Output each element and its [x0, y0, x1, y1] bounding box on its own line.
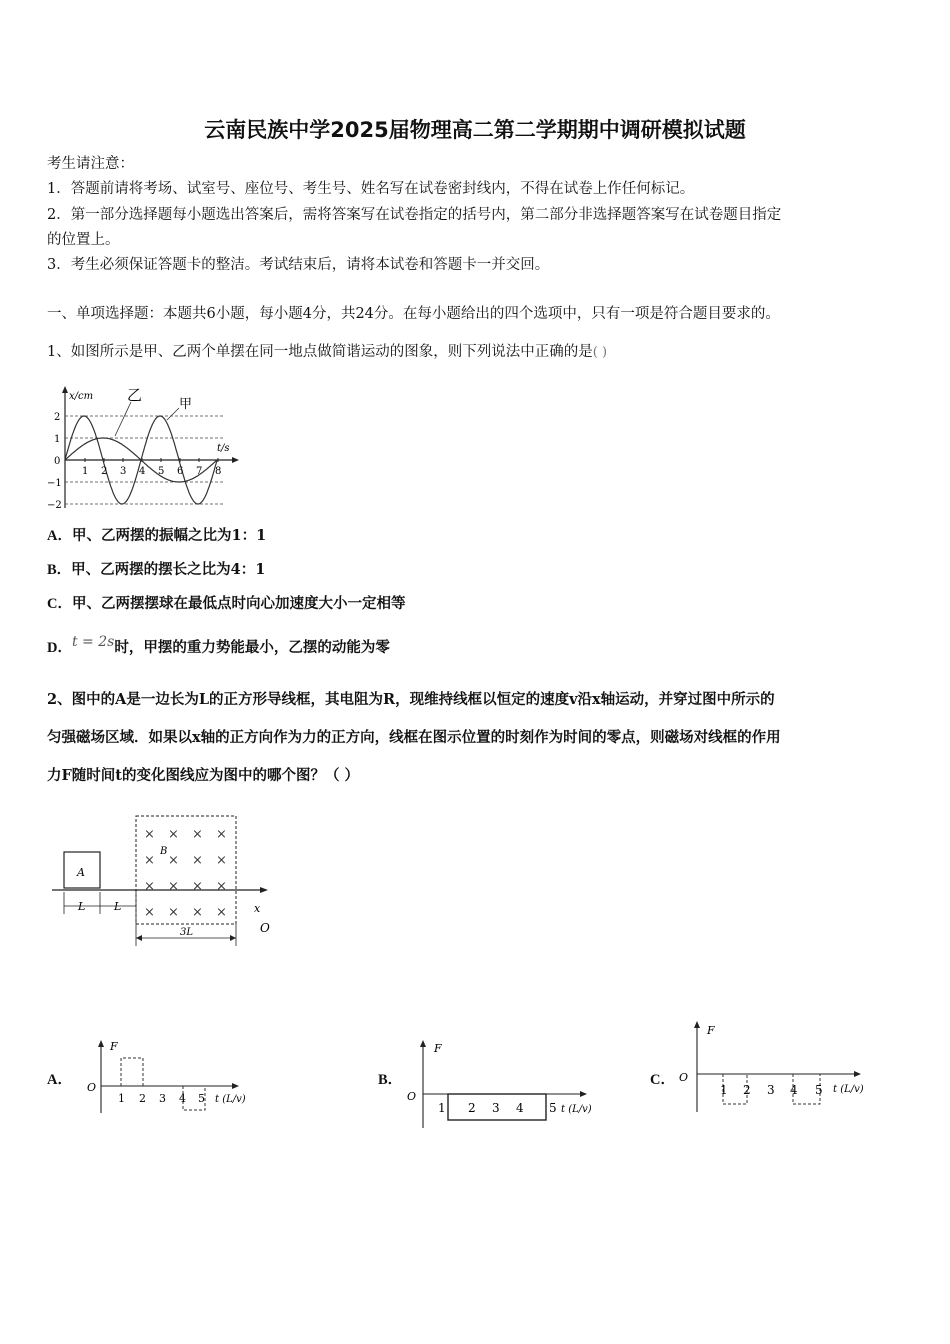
- origin-label: O: [260, 921, 270, 935]
- t-tick: 2: [139, 1092, 146, 1105]
- option-b-label: B．: [378, 1072, 403, 1088]
- option-label: D．: [47, 640, 72, 656]
- option-a-label: A．: [47, 1072, 72, 1088]
- option-text: 时，甲摆的重力势能最小，乙摆的动能为零: [114, 639, 390, 656]
- t-tick: 1: [118, 1092, 125, 1105]
- field-label: B: [160, 846, 168, 857]
- frame-label: A: [77, 866, 85, 879]
- force-graph-c: [675, 1018, 885, 1118]
- origin-label: O: [407, 1090, 417, 1103]
- notice-heading: 考生请注意：: [47, 156, 134, 172]
- cross-mark: ×: [192, 905, 203, 920]
- cross-mark: ×: [216, 905, 227, 920]
- option-text: 甲、乙两摆摆球在最低点时向心加速度大小一定相等: [71, 595, 406, 612]
- curve-label-jia: 甲: [179, 397, 193, 412]
- question-1-stem: [47, 340, 607, 361]
- page-title: 云南民族中学2025届物理高二第二学期期中调研模拟试题: [204, 118, 746, 142]
- t-axis-label: t (L/v): [215, 1094, 246, 1105]
- t-tick: 2: [468, 1101, 476, 1115]
- notice-item: 2．第一部分选择题每小题选出答案后，需将答案写在试卷指定的括号内，第二部分非选择题答案写在试卷题目指定: [47, 207, 782, 223]
- x-tick: 2: [101, 466, 108, 477]
- cross-mark: ×: [192, 853, 203, 868]
- cross-mark: ×: [144, 853, 155, 868]
- option-text: 甲、乙两摆的振幅之比为1：1: [71, 527, 267, 544]
- cross-mark: ×: [216, 853, 227, 868]
- dimension-label: L: [114, 900, 122, 913]
- t-tick: 5: [549, 1101, 557, 1115]
- cross-mark: ×: [168, 879, 179, 894]
- y-tick: −2: [47, 500, 62, 511]
- t-tick: 3: [767, 1083, 775, 1097]
- origin-label: O: [87, 1081, 97, 1094]
- x-tick: 5: [158, 466, 165, 477]
- f-axis-label: F: [434, 1042, 442, 1055]
- cross-mark: ×: [216, 879, 227, 894]
- cross-mark: ×: [144, 879, 155, 894]
- option-b: [47, 558, 265, 579]
- cross-mark: ×: [192, 879, 203, 894]
- option-a: [47, 524, 266, 545]
- t-tick: 4: [516, 1101, 524, 1115]
- option-d: [47, 636, 390, 657]
- option-label: A．: [47, 528, 72, 544]
- cross-mark: ×: [168, 905, 179, 920]
- force-graph-b: [403, 1038, 608, 1133]
- option-label: C．: [47, 596, 72, 612]
- f-axis-label: F: [110, 1040, 118, 1053]
- question-2-line: 力F随时间t的变化图线应为图中的哪个图？（ ）: [47, 767, 360, 784]
- x-tick: 3: [120, 466, 127, 477]
- t-tick: 4: [790, 1083, 798, 1097]
- f-axis-label: F: [707, 1024, 715, 1037]
- dimension-label: L: [78, 900, 86, 913]
- option-c-label: C．: [650, 1072, 675, 1088]
- t-tick: 3: [159, 1092, 166, 1105]
- x-tick: 8: [215, 466, 222, 477]
- t-tick: 5: [198, 1092, 205, 1105]
- option-label: B．: [47, 562, 72, 578]
- cross-mark: ×: [144, 905, 155, 920]
- magnetic-field-figure: [52, 808, 282, 948]
- force-graph-a: [85, 1038, 265, 1118]
- dimension-label: 3L: [180, 927, 194, 938]
- option-formula: t = 2s: [71, 634, 115, 650]
- y-tick: 2: [54, 412, 61, 423]
- notice-item: 1．答题前请将考场、试室号、座位号、考生号、姓名写在试卷密封线内，不得在试卷上作任何标记。: [47, 181, 695, 197]
- x-tick: 4: [139, 466, 146, 477]
- t-tick: 5: [815, 1083, 823, 1097]
- x-tick: 7: [196, 466, 203, 477]
- t-tick: 2: [743, 1083, 751, 1097]
- notice-item: 3．考生必须保证答题卡的整洁。考试结束后，请将本试卷和答题卡一并交回。: [47, 257, 550, 273]
- y-tick: 0: [54, 456, 61, 467]
- t-tick: 1: [438, 1101, 446, 1115]
- cross-mark: ×: [192, 827, 203, 842]
- t-tick: 3: [492, 1101, 500, 1115]
- origin-label: O: [679, 1071, 689, 1084]
- cross-mark: ×: [144, 827, 155, 842]
- y-tick: −1: [47, 478, 62, 489]
- pendulum-graph: [45, 380, 245, 515]
- section-heading: 一、单项选择题：本题共6小题，每小题4分，共24分。在每小题给出的四个选项中，只有一项是符合题目要求的。: [47, 306, 780, 322]
- curve-label-yi: 乙: [127, 386, 143, 404]
- x-axis-label: x: [254, 902, 261, 915]
- t-tick: 1: [720, 1083, 728, 1097]
- t-tick: 4: [179, 1092, 186, 1105]
- cross-mark: ×: [168, 827, 179, 842]
- notice-item: 的位置上。: [47, 232, 120, 248]
- t-axis-label: t (L/v): [833, 1084, 864, 1095]
- question-1-text: 1、如图所示是甲、乙两个单摆在同一地点做简谐运动的图象，则下列说法中正确的是: [47, 344, 593, 360]
- question-2-line: 匀强磁场区域．如果以x轴的正方向作为力的正方向，线框在图示位置的时刻作为时间的零点，则磁场对线框的作用: [47, 729, 781, 746]
- option-c: [47, 592, 405, 613]
- y-tick: 1: [54, 434, 61, 445]
- t-axis-label: t (L/v): [561, 1104, 592, 1115]
- x-tick: 1: [82, 466, 89, 477]
- question-2-line: 2、图中的A是一边长为L的正方形导线框，其电阻为R，现维持线框以恒定的速度v沿x轴运动，并穿过图中所示的: [47, 691, 775, 708]
- x-tick: 6: [177, 466, 184, 477]
- option-text: 甲、乙两摆的摆长之比为4：1: [71, 561, 266, 578]
- cross-mark: ×: [216, 827, 227, 842]
- y-axis-label: x/cm: [69, 391, 94, 402]
- x-axis-label: t/s: [217, 443, 230, 454]
- answer-bracket: ( ): [592, 345, 608, 360]
- cross-mark: ×: [168, 853, 179, 868]
